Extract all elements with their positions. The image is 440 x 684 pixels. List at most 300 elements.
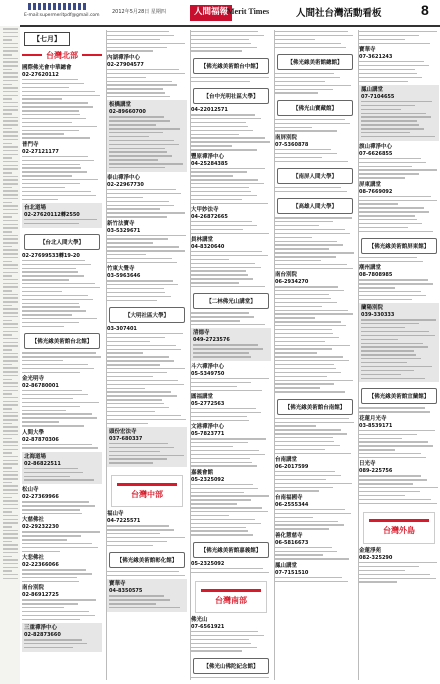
ad-text-line [3, 478, 18, 480]
temple-entry [191, 237, 271, 287]
event-text-line [361, 124, 419, 125]
event-text-line [191, 199, 242, 200]
event-text-line [107, 280, 173, 281]
ad-text-line [3, 113, 12, 115]
event-text-line [191, 187, 249, 188]
event-text-line [361, 362, 407, 363]
ad-text-line [3, 342, 18, 344]
ad-text-line [3, 106, 18, 108]
event-text-line [191, 31, 258, 32]
event-section-heading: 【台北人間大學】 [24, 234, 100, 250]
event-text-line [22, 130, 79, 131]
event-text-line [191, 534, 253, 535]
ad-text-line [3, 187, 12, 189]
ad-text-line [3, 323, 18, 325]
event-text-line [107, 69, 179, 70]
ad-text-line [3, 135, 18, 137]
event-text-line [191, 650, 242, 651]
event-listing [191, 484, 271, 536]
event-text-line [107, 541, 167, 542]
temple-phone: 02-86822511 [24, 460, 61, 467]
ad-text-line [3, 235, 18, 237]
event-text-line [193, 344, 258, 345]
event-text-line [275, 422, 354, 423]
ad-text-line [3, 172, 12, 174]
event-text-line [109, 155, 172, 156]
event-text-line [275, 581, 348, 582]
temple-name: 台南講堂 [275, 457, 298, 464]
temple-entry [191, 328, 271, 361]
event-listing [109, 595, 185, 608]
event-text-line [193, 356, 251, 357]
temple-name: 福山寺 [107, 511, 124, 518]
event-text-line [359, 158, 421, 159]
event-text-line [361, 132, 410, 133]
event-text-line [191, 320, 240, 321]
event-text-line [359, 445, 433, 446]
temple-phone: 05-2772563 [191, 401, 225, 408]
ad-text-line [3, 202, 12, 204]
event-text-line [275, 221, 333, 222]
event-text-line [22, 310, 86, 311]
event-listing [191, 251, 271, 287]
ad-text-line [3, 548, 18, 550]
ad-text-line [3, 50, 18, 52]
event-text-line [275, 187, 341, 188]
ad-text-line [3, 194, 18, 196]
event-text-line [107, 345, 176, 346]
event-text-line [275, 325, 346, 326]
event-text-line [275, 445, 340, 446]
ad-text-line [3, 308, 18, 310]
event-text-line [22, 368, 94, 369]
ad-text-line [3, 139, 18, 141]
newspaper-logo: 人間福報 [190, 5, 232, 21]
event-text-line [107, 216, 167, 217]
event-text-line [22, 175, 72, 176]
event-listing [359, 475, 439, 504]
event-listing [109, 443, 185, 464]
event-text-line [275, 429, 341, 430]
event-text-line [275, 248, 329, 249]
temple-name: 員林講堂 [191, 237, 214, 243]
ad-text-line [3, 412, 18, 414]
event-text-line [109, 132, 163, 133]
region-heading [195, 581, 267, 613]
event-text-line [191, 631, 258, 632]
event-listing [107, 571, 187, 576]
event-text-line [22, 509, 80, 510]
ad-text-line [3, 213, 18, 215]
region-name: 台灣中部 [131, 489, 163, 499]
temple-phone: 049-2723576 [193, 337, 230, 344]
event-text-line [275, 89, 333, 90]
event-listing [359, 257, 439, 262]
event-text-line [191, 462, 252, 463]
temple-phone: 04-8350575 [109, 588, 143, 595]
event-text-line [107, 349, 181, 350]
event-text-line [107, 356, 169, 357]
event-text-line [107, 84, 177, 85]
ad-text-line [3, 91, 18, 93]
event-text-line [107, 288, 164, 289]
event-text-line [359, 434, 417, 435]
temple-phone: 02-82873660 [24, 632, 61, 639]
event-text-line [191, 484, 253, 485]
event-listing [22, 156, 102, 200]
ad-text-line [3, 519, 18, 521]
header-email: E-mail:supermeritpdf@gmail.com [24, 13, 100, 18]
event-text-line [191, 412, 261, 413]
ad-text-line [3, 312, 18, 314]
temple-entry [107, 266, 187, 301]
event-text-line [191, 191, 251, 192]
event-text-line [191, 568, 263, 569]
event-text-line [22, 137, 90, 138]
event-listing [359, 430, 439, 459]
event-text-line [359, 166, 412, 167]
temple-name: 人間大學 [22, 429, 45, 436]
event-section-heading: 【南屏人間大學】 [277, 168, 353, 184]
event-text-line [107, 333, 183, 334]
event-text-line [275, 73, 334, 74]
ad-text-line [3, 220, 18, 222]
ad-text-line [3, 290, 12, 292]
event-text-line [22, 264, 91, 265]
event-listing [24, 639, 100, 648]
event-text-line [361, 346, 428, 347]
event-text-line [22, 444, 92, 445]
event-text-line [275, 513, 351, 514]
event-text-line [24, 219, 97, 220]
event-text-line [275, 310, 348, 311]
event-text-line [22, 133, 64, 134]
event-text-line [22, 91, 95, 92]
event-text-line [22, 260, 85, 261]
event-listing [275, 418, 355, 454]
event-text-line [275, 43, 341, 44]
event-text-line [361, 319, 436, 320]
event-text-line [191, 420, 249, 421]
ad-text-line [3, 390, 18, 392]
temple-phone: 08-7808985 [359, 272, 393, 279]
event-text-line [22, 83, 84, 84]
temple-name: 金光明寺 [22, 376, 45, 383]
event-text-line [359, 35, 419, 36]
event-text-line [107, 35, 174, 36]
event-text-line [109, 124, 156, 125]
temple-name: 嘉義會館 [191, 469, 214, 476]
temple-phone: 02-22967730 [107, 181, 144, 188]
ad-text-line [3, 544, 18, 546]
ad-text-line [3, 165, 18, 167]
event-text-line [107, 423, 148, 424]
month-label: 【七月】 [24, 32, 70, 46]
event-text-line [22, 599, 96, 600]
event-text-line [361, 128, 424, 129]
event-listing [107, 525, 187, 546]
ad-text-line [3, 268, 18, 270]
ad-text-line [3, 452, 12, 454]
event-listing [22, 260, 102, 328]
event-listing [191, 77, 271, 82]
event-text-line [275, 453, 351, 454]
event-text-line [191, 255, 268, 256]
event-text-line [22, 156, 88, 157]
event-text-line [275, 337, 339, 338]
ad-text-line [3, 47, 18, 49]
event-text-line [107, 411, 155, 412]
ad-text-line [3, 305, 12, 307]
event-text-line [275, 521, 338, 522]
event-text-line [109, 443, 168, 444]
event-text-line [275, 368, 336, 369]
event-listing [191, 378, 271, 391]
event-text-line [359, 77, 422, 78]
ad-text-line [3, 489, 18, 491]
event-text-line [191, 286, 265, 287]
region-heading [363, 512, 435, 544]
event-text-line [107, 250, 185, 251]
temple-name: 泰山禪淨中心 [107, 174, 141, 181]
event-text-line [359, 203, 398, 204]
event-text-line [191, 416, 247, 417]
temple-name: 寶華寺 [109, 581, 126, 588]
temple-name: 清德寺 [193, 330, 210, 337]
ad-text-line [3, 294, 18, 296]
event-text-line [191, 282, 239, 283]
event-text-line [359, 73, 417, 74]
event-text-line [107, 341, 150, 342]
event-text-line [275, 225, 319, 226]
event-text-line [359, 162, 426, 163]
event-text-line [191, 643, 251, 644]
temple-name: 三重禪淨中心 [24, 625, 58, 632]
event-text-line [107, 262, 177, 263]
ad-text-line [3, 264, 18, 266]
temple-entry [191, 154, 271, 204]
event-text-line [109, 451, 160, 452]
temple-entry [22, 65, 102, 139]
ad-text-line [3, 504, 18, 506]
temple-name: 內湖禪淨中心 [107, 54, 141, 61]
event-text-line [275, 321, 341, 322]
event-text-line [275, 356, 343, 357]
ad-text-line [3, 334, 12, 336]
event-text-line [24, 223, 79, 224]
temple-phone: 06-5816673 [275, 539, 309, 546]
event-text-line [359, 483, 413, 484]
event-text-line [275, 341, 325, 342]
temple-entry [191, 424, 271, 467]
event-text-line [275, 547, 332, 548]
event-text-line [22, 352, 96, 353]
event-text-line [191, 378, 269, 379]
temple-entry [275, 563, 355, 582]
ad-text-line [3, 541, 12, 543]
ad-text-line [3, 98, 12, 100]
ad-text-line [3, 393, 12, 395]
temple-phone: 05-5349750 [191, 371, 225, 378]
event-text-line [361, 354, 416, 355]
event-text-line [22, 122, 72, 123]
temple-entry [22, 555, 102, 582]
event-text-line [359, 499, 431, 500]
event-text-line [107, 39, 160, 40]
event-listing [107, 235, 187, 264]
event-listing [191, 631, 271, 652]
ad-text-line [3, 474, 18, 476]
event-text-line [359, 211, 429, 212]
temple-phone: 02-22366066 [22, 562, 59, 569]
ad-text-line [3, 54, 12, 56]
temple-entry [275, 272, 355, 392]
event-text-line [191, 134, 239, 135]
event-text-line [22, 87, 69, 88]
event-section-heading: 【大明社區大學】 [109, 307, 185, 323]
event-listing [275, 119, 355, 132]
ad-text-line [3, 415, 18, 417]
header-decoration [28, 3, 88, 10]
event-text-line [109, 458, 167, 459]
ad-text-line [3, 43, 18, 45]
temple-phone: 03-5963646 [107, 273, 141, 280]
event-text-line [275, 380, 353, 381]
event-text-line [109, 163, 183, 164]
event-text-line [275, 437, 333, 438]
event-text-line [107, 238, 168, 239]
event-text-line [109, 595, 164, 596]
event-text-line [191, 408, 256, 409]
event-text-line [22, 95, 100, 96]
temple-phone: 02-86780001 [22, 383, 59, 390]
ad-text-line [3, 379, 12, 381]
ad-text-line [3, 530, 18, 532]
event-text-line [22, 326, 64, 327]
event-text-line [22, 195, 96, 196]
event-text-line [191, 515, 229, 516]
event-text-line [191, 81, 250, 82]
ad-text-line [3, 408, 12, 410]
event-text-line [109, 462, 153, 463]
event-text-line [275, 313, 353, 314]
temple-entry [359, 85, 439, 141]
event-text-line [275, 47, 346, 48]
ad-text-line [3, 209, 18, 211]
ad-text-line [3, 124, 18, 126]
ad-text-line [3, 143, 12, 145]
event-text-line [275, 256, 336, 257]
event-text-line [359, 441, 428, 442]
event-listing [22, 569, 102, 582]
page-header [20, 0, 440, 27]
event-text-line [107, 201, 169, 202]
event-text-line [191, 488, 258, 489]
event-text-line [191, 442, 248, 443]
ad-text-line [3, 227, 18, 229]
event-text-line [109, 144, 179, 145]
event-text-line [109, 159, 158, 160]
event-text-line [275, 383, 334, 384]
event-text-line [107, 254, 146, 255]
ad-text-line [3, 161, 18, 163]
event-text-line [22, 179, 98, 180]
event-text-line [191, 450, 259, 451]
event-text-line [107, 533, 160, 534]
event-text-line [22, 513, 82, 514]
region-heading [22, 48, 102, 62]
ad-text-line [3, 253, 18, 255]
event-text-line [22, 79, 78, 80]
region-name: 台灣外島 [383, 526, 415, 536]
event-text-line [107, 292, 165, 293]
event-section-heading: 【佛光緣美術館台中館】 [193, 58, 269, 74]
event-text-line [191, 278, 253, 279]
event-text-line [359, 219, 417, 220]
event-text-line [275, 119, 345, 120]
temple-name: 台南福國寺 [275, 494, 303, 501]
ad-text-line [3, 500, 18, 502]
event-text-line [191, 259, 229, 260]
event-text-line [107, 242, 153, 243]
event-text-line [359, 215, 415, 216]
event-listing [359, 279, 439, 300]
event-text-line [275, 433, 347, 434]
event-text-line [22, 299, 93, 300]
event-section-heading: 【佛光緣美術館台南館】 [277, 399, 353, 415]
event-listing [191, 438, 271, 467]
ad-text-line [3, 183, 18, 185]
event-text-line [24, 647, 73, 648]
ad-text-line [3, 508, 18, 510]
event-text-line [359, 177, 405, 178]
event-text-line [359, 581, 397, 582]
temple-entry [22, 430, 102, 449]
temple-phone: 02-27369966 [22, 494, 59, 501]
region-rule [22, 54, 42, 56]
event-text-line [22, 543, 92, 544]
event-text-line [275, 364, 334, 365]
temple-phone: 06-2934270 [275, 279, 309, 286]
event-text-line [191, 114, 255, 115]
event-listing [193, 344, 269, 357]
ad-text-line [3, 128, 12, 130]
ad-text-line [3, 257, 18, 259]
event-listing [22, 531, 102, 552]
event-text-line [107, 380, 178, 381]
event-text-line [107, 47, 167, 48]
event-text-line [359, 453, 421, 454]
event-text-line [107, 43, 185, 44]
temple-name: 竹東大覺寺 [107, 266, 135, 273]
event-section-heading: 【佛光緣美術館宜蘭館】 [361, 388, 437, 404]
event-listing [22, 390, 102, 426]
event-text-line [22, 291, 62, 292]
event-text-line [275, 268, 353, 269]
event-text-line [191, 274, 248, 275]
temple-phone: 07-6561921 [191, 624, 225, 631]
temple-name: 普門寺 [22, 141, 39, 148]
temple-phone: 039-330333 [361, 312, 395, 319]
event-text-line [107, 284, 178, 285]
ad-text-line [3, 150, 18, 152]
event-text-line [191, 141, 270, 142]
ad-text-line [3, 360, 18, 362]
event-text-line [22, 126, 97, 127]
event-text-line [275, 161, 348, 162]
event-text-line [359, 169, 437, 170]
event-text-line [191, 149, 257, 150]
